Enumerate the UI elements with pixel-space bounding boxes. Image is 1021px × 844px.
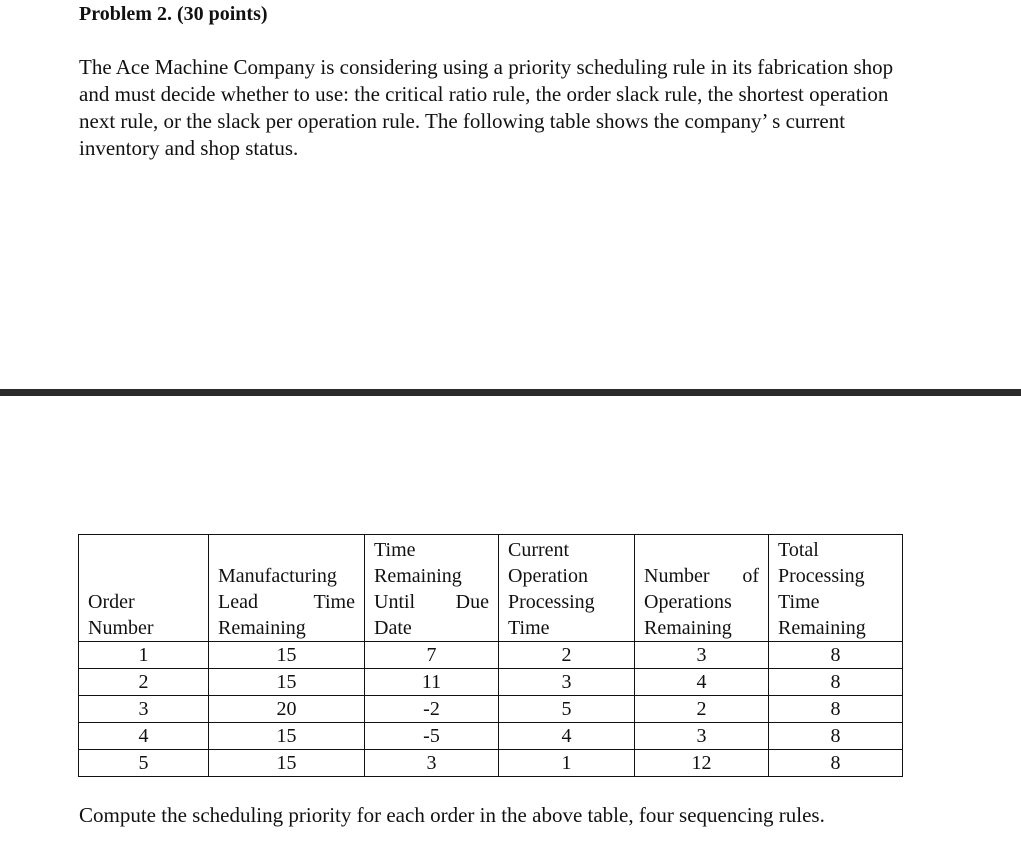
table-cell: 8 <box>769 750 903 777</box>
table-cell: 5 <box>499 696 635 723</box>
header-operations-remaining: Number of Operations Remaining <box>635 535 769 642</box>
table-cell: 12 <box>635 750 769 777</box>
table-cell: 2 <box>79 669 209 696</box>
table-cell: 15 <box>209 723 365 750</box>
table-cell: 11 <box>365 669 499 696</box>
table-cell: 8 <box>769 642 903 669</box>
table-cell: 3 <box>635 642 769 669</box>
table-row <box>79 642 903 669</box>
table-row <box>79 669 903 696</box>
table-cell: 2 <box>499 642 635 669</box>
table-cell: 2 <box>635 696 769 723</box>
table-cell: 1 <box>79 642 209 669</box>
table-cell: 15 <box>209 642 365 669</box>
problem-intro: The Ace Machine Company is considering using a priority scheduling rule in its fabrication shop and must decide whether to use: the critical ratio rule, the order slack rule, the shortest operation next rule, or the slack per operation rule. The following table shows the company’ s current inventory and shop status. <box>79 55 894 160</box>
table-cell: 15 <box>209 669 365 696</box>
table-cell: 8 <box>769 696 903 723</box>
header-total-processing-time: Total Processing Time Remaining <box>769 535 903 642</box>
table-cell: 3 <box>499 669 635 696</box>
table-row <box>79 696 903 723</box>
problem-heading: Problem 2. (30 points) <box>79 3 268 25</box>
header-order-number: Order Number <box>79 535 209 642</box>
table-cell: 4 <box>79 723 209 750</box>
table-cell: 7 <box>365 642 499 669</box>
table-cell: 4 <box>499 723 635 750</box>
table-row <box>79 723 903 750</box>
table-cell: -2 <box>365 696 499 723</box>
table-cell: 3 <box>365 750 499 777</box>
table-cell: 15 <box>209 750 365 777</box>
section-divider <box>0 389 1021 396</box>
problem-instruction: Compute the scheduling priority for each order in the above table, four sequencing rules. <box>79 803 825 827</box>
table-cell: 3 <box>635 723 769 750</box>
inventory-status-table <box>78 534 903 777</box>
header-time-until-due: Time Remaining Until Due Date <box>365 535 499 642</box>
table-cell: 8 <box>769 723 903 750</box>
table-cell: 3 <box>79 696 209 723</box>
header-manufacturing-lead-time: Manufacturing Lead Time Remaining <box>209 535 365 642</box>
header-current-operation-time: Current Operation Processing Time <box>499 535 635 642</box>
table-row <box>79 750 903 777</box>
table-cell: 4 <box>635 669 769 696</box>
table-cell: 5 <box>79 750 209 777</box>
table-cell: 1 <box>499 750 635 777</box>
table-cell: -5 <box>365 723 499 750</box>
table-cell: 20 <box>209 696 365 723</box>
table-header-row <box>79 535 903 642</box>
table-cell: 8 <box>769 669 903 696</box>
